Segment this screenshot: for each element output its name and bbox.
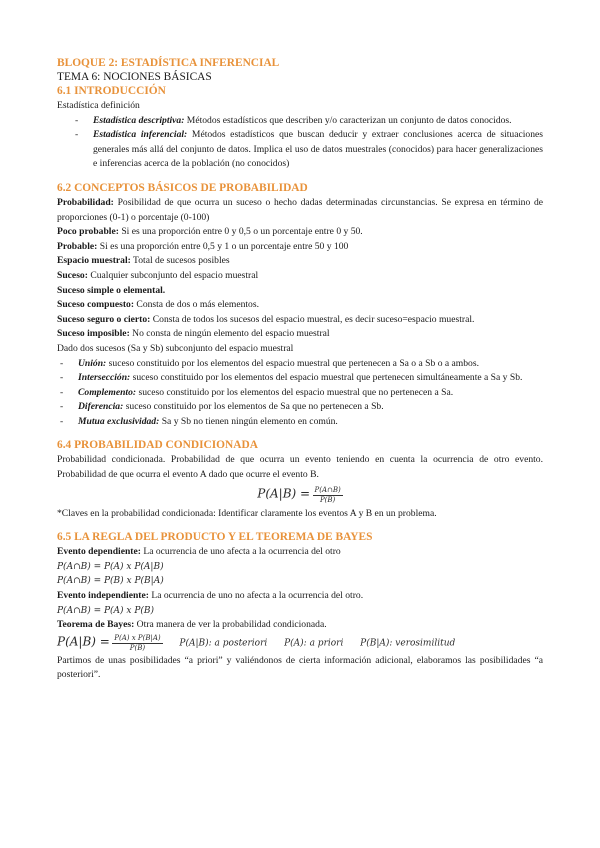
term: Estadística descriptiva: <box>93 114 185 126</box>
definition-paragraph: Suceso: Cualquier subconjunto del espacio muestral <box>57 269 259 281</box>
definition: Métodos estadísticos que buscan deducir y extraer conclusiones acerca de situaciones generales más allá del conjunto de datos. Implica el uso de datos muestrales (conocidos) para hacer generalizaciones e inferencias acerca de la población (no conocidos) <box>93 129 543 170</box>
bayes-key: P(B|A): verosimilitud <box>360 638 456 649</box>
definition-paragraph: Poco probable: Si es una proporción entre 0 y 0,5 o un porcentaje entre 0 y 50. <box>57 226 363 238</box>
formula-numerator: P(A∩B) <box>314 485 341 494</box>
definition: Métodos estadísticos que describen y/o caracterizan un conjunto de datos conocidos. <box>184 114 512 126</box>
section-heading-6-4: 6.4 PROBABILIDAD CONDICIONADA <box>57 439 258 452</box>
definition-paragraph: Suceso imposible: No consta de ningún elemento del espacio muestral <box>57 328 330 340</box>
term: Estadística inferencial: <box>93 129 188 141</box>
section-heading-6-5: 6.5 LA REGLA DEL PRODUCTO Y EL TEOREMA DE BAYES <box>57 531 373 544</box>
list-item: - Diferencia: suceso constituido por los elementos de Sa que no pertenecen a Sb. <box>57 400 543 415</box>
bayes-key: P(A): a priori <box>284 638 344 649</box>
definition-paragraph: Evento dependiente: La ocurrencia de uno afecta a la ocurrencia del otro <box>57 546 341 558</box>
formula-line: P(A∩B) = P(A) x P(B) <box>57 605 155 616</box>
section-heading-6-1: 6.1 INTRODUCCIÓN <box>57 85 166 97</box>
list-item <box>57 128 543 172</box>
formula-line: P(A∩B) = P(A) x P(A|B) <box>57 561 164 572</box>
bayes-formula <box>57 634 543 653</box>
block-heading: BLOQUE 2: ESTADÍSTICA INFERENCIAL <box>57 57 280 69</box>
section-heading-6-2: 6.2 CONCEPTOS BÁSICOS DE PROBABILIDAD <box>57 181 308 194</box>
definition-paragraph: Espacio muestral: Total de sucesos posibles <box>57 255 230 267</box>
intro-text: Estadística definición <box>57 100 140 111</box>
topic-heading: TEMA 6: NOCIONES BÁSICAS <box>57 71 212 83</box>
formula-fraction <box>112 634 162 653</box>
definition-paragraph: Evento independiente: La ocurrencia de uno no afecta a la ocurrencia del otro. <box>57 590 364 602</box>
list-item: - Mutua exclusividad: Sa y Sb no tienen ningún elemento en común. <box>57 415 543 430</box>
statistics-definition-list <box>57 114 543 172</box>
operations-list <box>57 357 543 430</box>
paragraph: Probabilidad condicionada. Probabilidad de que ocurra un evento teniendo en cuenta la ocurrencia de otro evento. Probabilidad de que ocurra el evento A dado que ocurre el evento B. <box>57 454 543 481</box>
definition-paragraph: Probabilidad: Posibilidad de que ocurra un suceso o hecho dadas determinadas circunstancias. Se expresa en término de proporciones (0-1) o porcentaje (0-100) <box>57 196 543 223</box>
conditional-probability-formula <box>57 486 543 505</box>
list-item: - Intersección: suceso constituido por los elementos del espacio muestral que pertenecen simultáneamente a Sa y Sb. <box>57 371 543 386</box>
formula-denominator: P(B) <box>319 495 336 504</box>
list-item: - Unión: suceso constituido por los elementos del espacio muestral que pertenecen a Sa o a Sb o a ambos. <box>57 357 543 372</box>
document-page <box>57 56 543 683</box>
formula-numerator: P(A) x P(B|A) <box>114 633 161 642</box>
formula-denominator: P(B) <box>129 643 146 652</box>
definition-paragraph: Suceso seguro o cierto: Consta de todos los sucesos del espacio muestral, es decir suceso=espacio muestral. <box>57 313 475 325</box>
definition-paragraph: Teorema de Bayes: Otra manera de ver la probabilidad condicionada. <box>57 619 327 631</box>
formula-fraction <box>313 486 343 505</box>
formula-lhs: P(A|B) = <box>257 486 311 501</box>
list-item <box>57 114 543 129</box>
bayes-key: P(A|B): a posteriori <box>179 638 268 649</box>
paragraph: Partimos de unas posibilidades “a priori” y valiéndonos de cierta información adicional, elaboramos las posibilidades “a posteriori”. <box>57 654 543 681</box>
intro-text: Dado dos sucesos (Sa y Sb) subconjunto del espacio muestral <box>57 342 294 354</box>
formula-lhs: P(A|B) = <box>57 634 110 649</box>
formula-line: P(A∩B) = P(B) x P(B|A) <box>57 576 164 587</box>
definition-paragraph: Suceso compuesto: Consta de dos o más elementos. <box>57 299 259 311</box>
list-item: - Complemento: suceso constituido por los elementos del espacio muestral que no pertenecen a Sa. <box>57 386 543 401</box>
definition-paragraph: Probable: Si es una proporción entre 0,5 y 1 o un porcentaje entre 50 y 100 <box>57 240 349 252</box>
definition-paragraph: Suceso simple o elemental. <box>57 284 166 296</box>
note: *Claves en la probabilidad condicionada: Identificar claramente los eventos A y B en un problema. <box>57 507 437 519</box>
